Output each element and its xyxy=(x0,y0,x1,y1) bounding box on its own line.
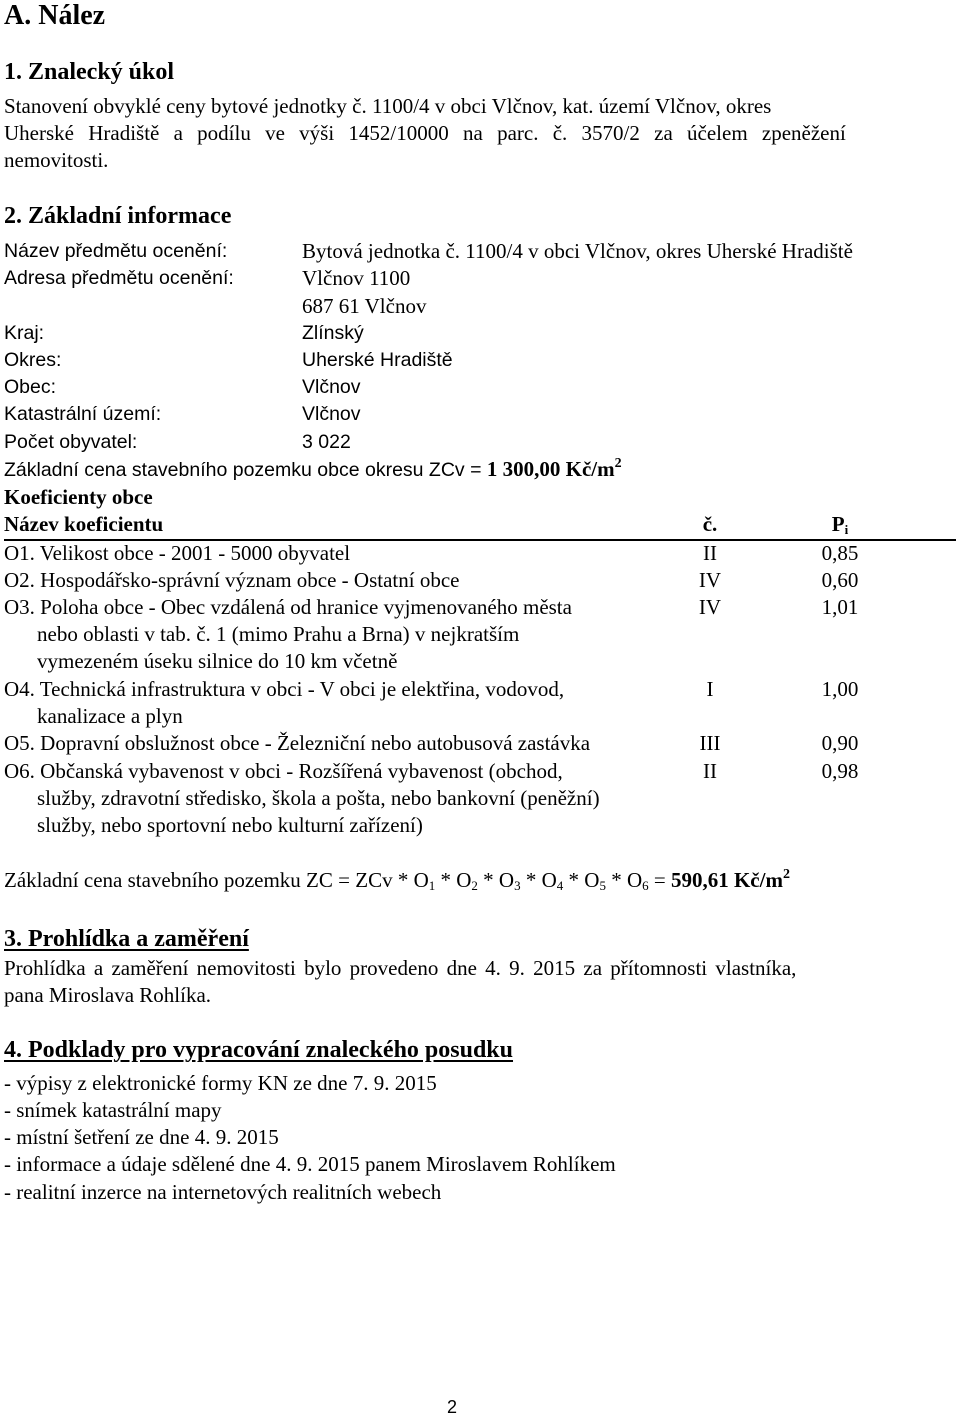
task-heading: 1. Znalecký úkol xyxy=(4,59,175,85)
zc-formula: Základní cena stavebního pozemku ZC = ZCv * $O_1 * O_2 * O_3 * O_4 * O_5 * O_6 = 590,61$ $Kč/m^2$ xyxy=(4,867,790,893)
coef-row-num: III xyxy=(699,731,721,755)
coef-header-val: $P_i$ xyxy=(831,512,849,537)
coef-row-val: 0,98 xyxy=(821,759,859,783)
inspection-line: Prohlídka a zaměření nemovitosti bylo provedeno dne 4. 9. 2015 za přítomnosti vlastníka, xyxy=(4,956,797,980)
info-value: Vlčnov xyxy=(302,403,361,425)
coef-header-num: č. xyxy=(702,512,718,536)
coef-row-val: 0,90 xyxy=(821,731,859,755)
zcv-line xyxy=(4,456,622,484)
info-label: Okres: xyxy=(4,349,62,371)
info-value: 687 61 Vlčnov xyxy=(302,294,427,318)
info-value: Zlínský xyxy=(302,322,364,344)
coef-title: Koeficienty obce xyxy=(4,485,153,509)
info-label: Kraj: xyxy=(4,322,45,344)
section-title: A. Nález xyxy=(4,0,106,31)
info-label: Počet obyvatel: xyxy=(4,431,138,453)
zcv-text: Základní cena stavebního pozemku obce okresu ZCv = xyxy=(4,459,487,481)
zcv-value: 1 300,00 Kč/m xyxy=(486,457,615,481)
coef-row-val: 0,60 xyxy=(821,568,859,592)
basic-info-heading: 2. Základní informace xyxy=(4,203,232,229)
coef-row-name-cont: služby, zdravotní středisko, škola a pošta, nebo bankovní (peněžní) xyxy=(37,786,600,810)
sources-heading: 4. Podklady pro vypracování znaleckého posudku xyxy=(4,1037,514,1063)
source-item: - informace a údaje sdělené dne 4. 9. 2015 panem Miroslavem Rohlíkem xyxy=(4,1152,616,1176)
coef-row-num: IV xyxy=(698,595,722,619)
task-line: Stanovení obvyklé ceny bytové jednotky č. 1100/4 v obci Vlčnov, kat. území Vlčnov, okres xyxy=(4,94,772,118)
coef-row-name-cont: kanalizace a plyn xyxy=(37,704,183,728)
coef-row-name: O3. Poloha obce - Obec vzdálená od hranice vyjmenovaného města xyxy=(4,595,572,619)
info-label: Adresa předmětu ocenění: xyxy=(4,267,234,289)
page-number: 2 xyxy=(446,1397,457,1417)
coef-row-name: O6. Občanská vybavenost v obci - Rozšířená vybavenost (obchod, xyxy=(4,759,563,783)
info-value: 3 022 xyxy=(302,431,351,453)
info-value: Vlčnov 1100 xyxy=(302,266,411,290)
source-item: - místní šetření ze dne 4. 9. 2015 xyxy=(4,1125,279,1149)
coef-row-num: I xyxy=(706,677,714,701)
zcv-exponent: 2 xyxy=(614,456,622,471)
inspection-heading: 3. Prohlídka a zaměření xyxy=(4,926,249,952)
info-label: Katastrální území: xyxy=(4,403,162,425)
coef-row-name: O2. Hospodářsko-správní význam obce - Ostatní obce xyxy=(4,568,460,592)
coef-header-name: Název koeficientu xyxy=(4,512,164,536)
zc-value: 590,61 Kč/m xyxy=(670,868,783,892)
source-item: - snímek katastrální mapy xyxy=(4,1098,222,1122)
coef-row-val: 1,01 xyxy=(821,595,859,619)
coef-row-num: II xyxy=(703,759,717,783)
coef-row-name: O5. Dopravní obslužnost obce - Železniční nebo autobusová zastávka xyxy=(4,731,591,755)
info-value: Vlčnov xyxy=(302,376,361,398)
task-line: nemovitosti. xyxy=(4,148,109,172)
info-value: Bytová jednotka č. 1100/4 v obci Vlčnov, okres Uherské Hradiště xyxy=(302,239,853,263)
task-line: Uherské Hradiště a podílu ve výši 1452/10000 na parc. č. 3570/2 za účelem zpeněžení xyxy=(4,121,846,145)
coef-row-val: 0,85 xyxy=(821,541,859,565)
info-value: Uherské Hradiště xyxy=(302,349,453,371)
source-item: - realitní inzerce na internetových realitních webech xyxy=(4,1180,442,1204)
coef-row-name-cont: nebo oblasti v tab. č. 1 (mimo Prahu a Brna) v nejkratším xyxy=(37,622,520,646)
coef-row-val: 1,00 xyxy=(821,677,859,701)
info-label: Název předmětu ocenění: xyxy=(4,240,228,262)
info-label: Obec: xyxy=(4,376,57,398)
coef-row-name: O1. Velikost obce - 2001 - 5000 obyvatel xyxy=(4,541,351,565)
coef-row-name-cont: služby, nebo sportovní nebo kulturní zařízení) xyxy=(37,813,423,837)
coef-row-name: O4. Technická infrastruktura v obci - V obci je elektřina, vodovod, xyxy=(4,677,565,701)
inspection-line: pana Miroslava Rohlíka. xyxy=(4,983,212,1007)
coef-row-num: IV xyxy=(698,568,722,592)
coef-row-name-cont: vymezeném úseku silnice do 10 km včetně xyxy=(37,649,398,673)
coef-row-num: II xyxy=(703,541,717,565)
source-item: - výpisy z elektronické formy KN ze dne 7. 9. 2015 xyxy=(4,1071,437,1095)
